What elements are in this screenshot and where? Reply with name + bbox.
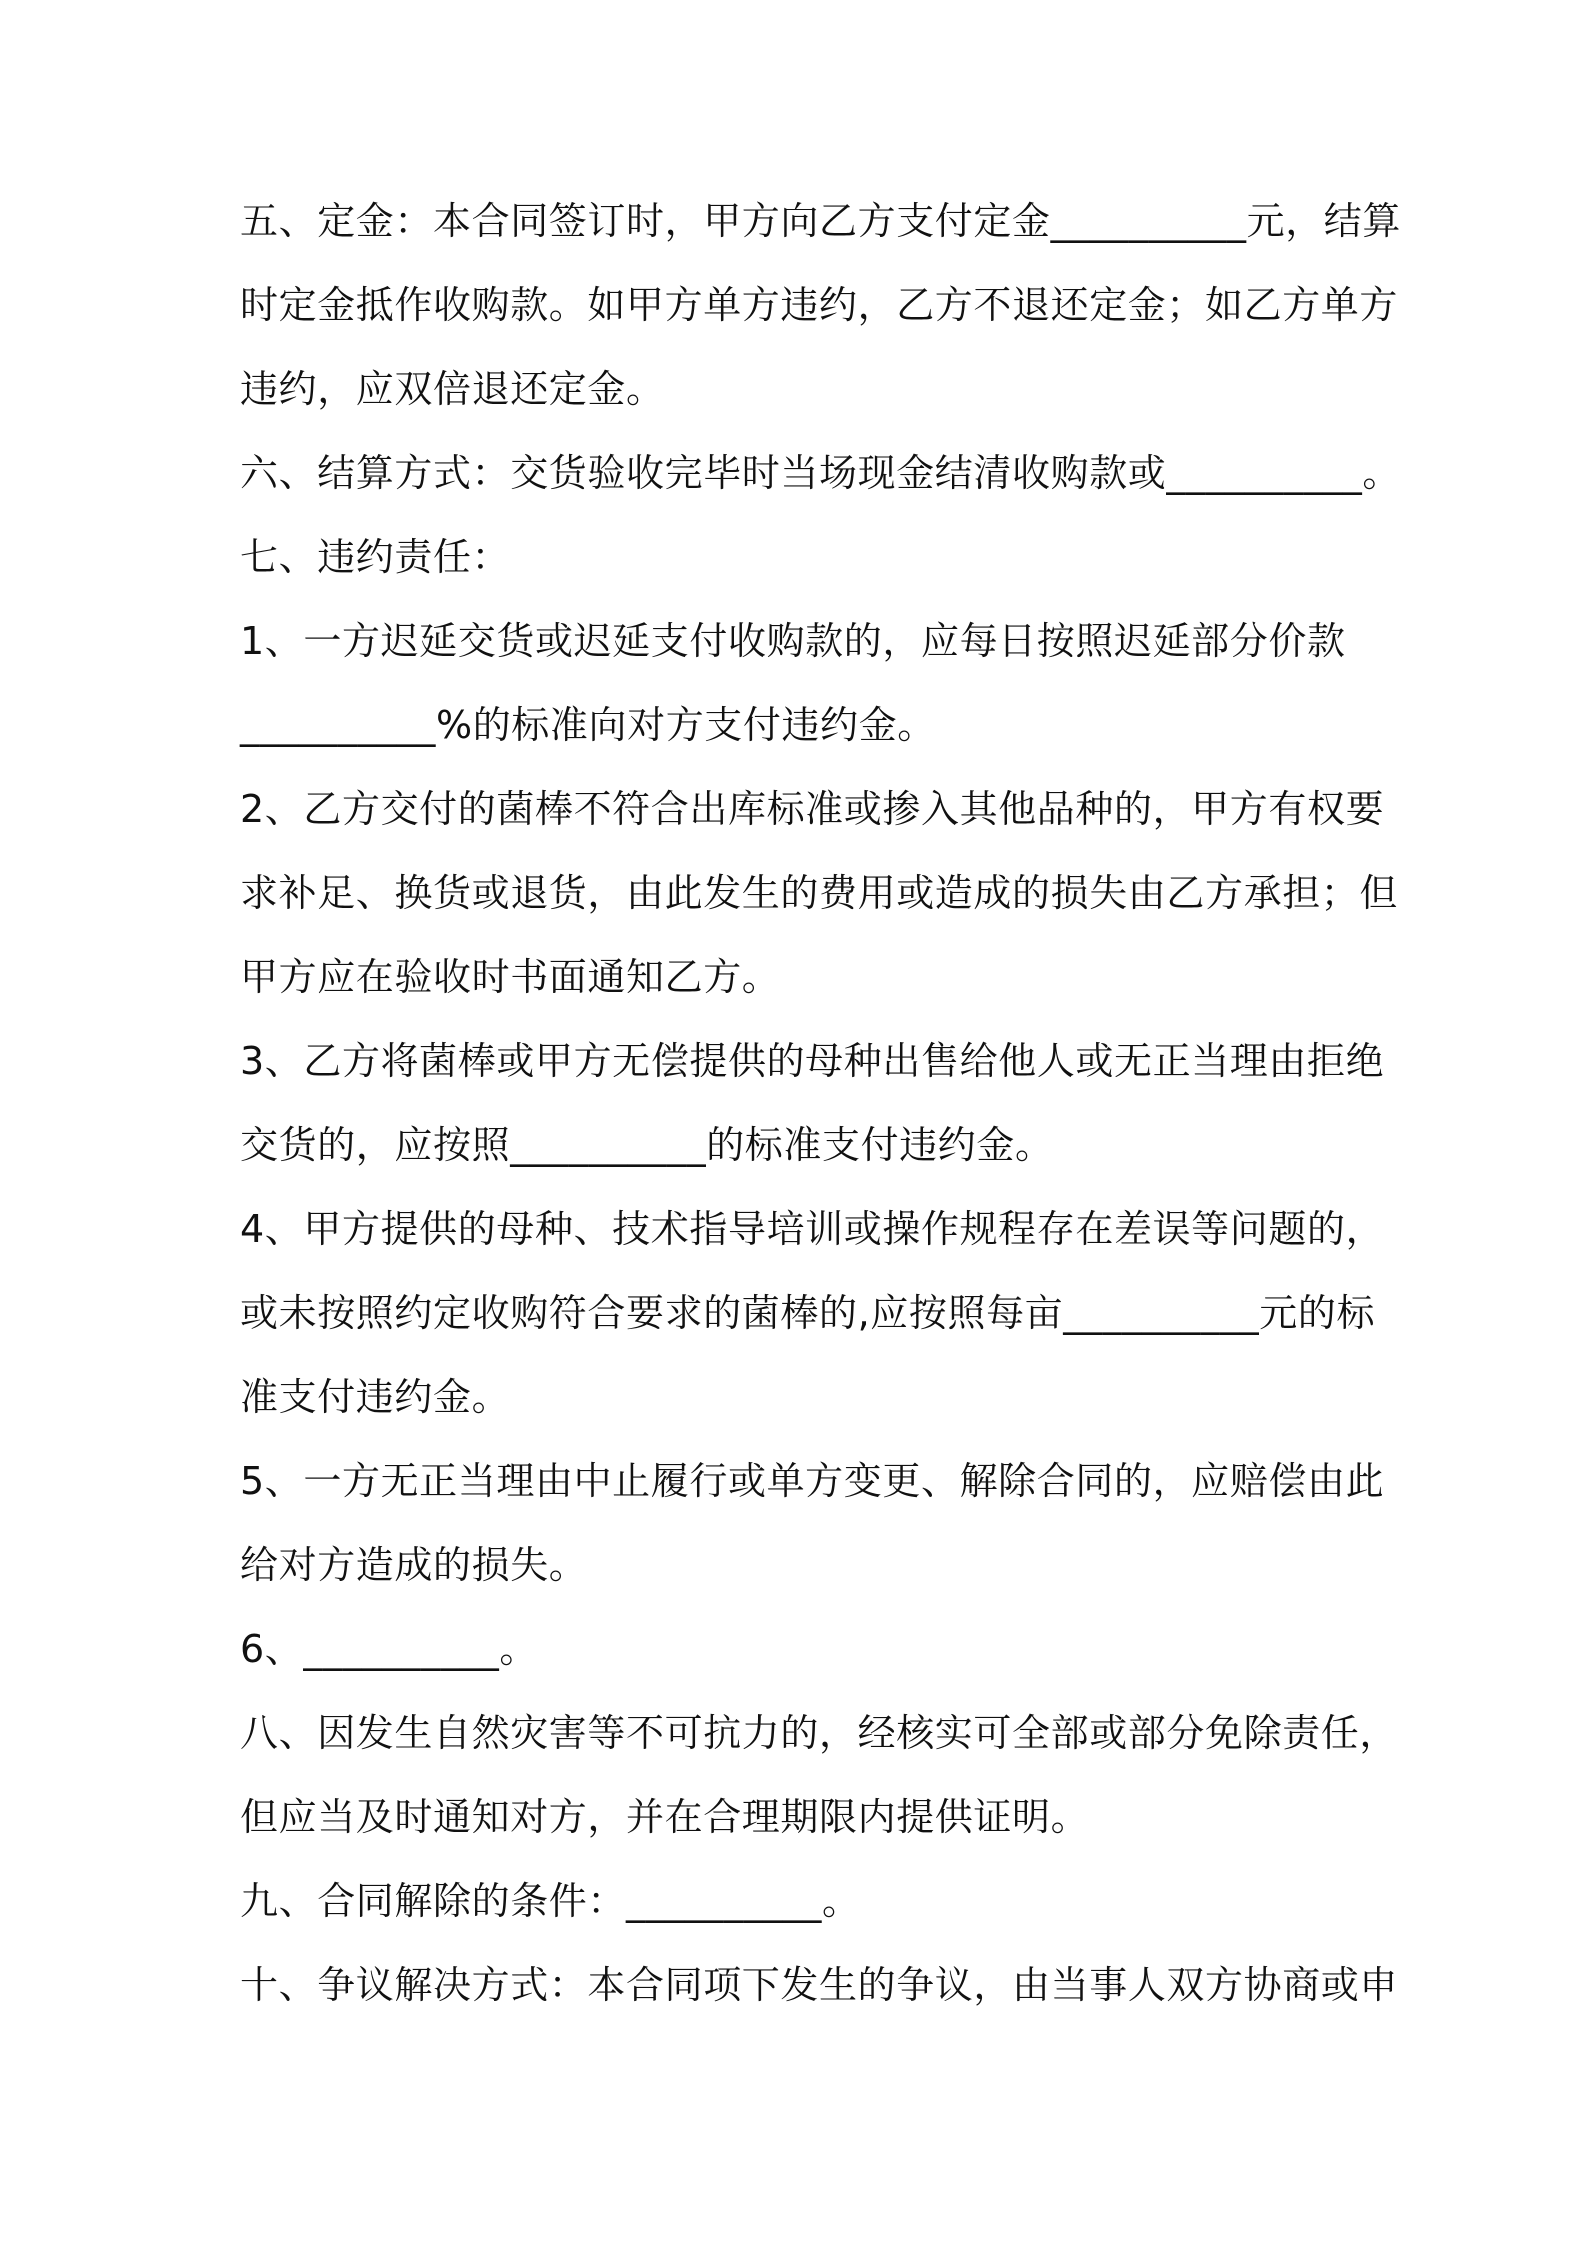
text-line: 七、违约责任： [240,535,511,579]
text-line: 八、因发生自然灾害等不可抗力的，经核实可全部或部分免除责任， [240,1711,1399,1755]
text-line: 求补足、换货或退货，由此发生的费用或造成的损失由乙方承担；但 [240,871,1399,915]
text-line: 六、结算方式：交货验收完毕时当场现金结清收购款或__________。 [240,451,1402,495]
text-line: 但应当及时通知对方，并在合理期限内提供证明。 [240,1795,1090,1839]
text-line: 甲方应在验收时书面通知乙方。 [240,955,781,999]
text-line: 九、合同解除的条件：__________。 [240,1879,861,1923]
text-line: 交货的，应按照__________的标准支付违约金。 [240,1123,1054,1167]
text-line: 五、定金：本合同签订时，甲方向乙方支付定金__________元，结算 [240,199,1402,243]
text-line: 或未按照约定收购符合要求的菌棒的,应按照每亩__________元的标 [240,1291,1376,1335]
text-line: 6、__________。 [240,1627,538,1671]
text-line: 给对方造成的损失。 [240,1543,588,1587]
text-line: 1、一方迟延交货或迟延支付收购款的，应每日按照迟延部分价款 [240,619,1346,663]
text-line: 5、一方无正当理由中止履行或单方变更、解除合同的，应赔偿由此 [240,1459,1385,1503]
text-line: __________%的标准向对方支付违约金。 [240,703,936,747]
text-line: 十、争议解决方式：本合同项下发生的争议，由当事人双方协商或申 [240,1963,1399,2007]
contract-page [240,199,1402,2048]
text-line: 3、乙方将菌棒或甲方无偿提供的母种出售给他人或无正当理由拒绝 [240,1039,1385,1083]
text-line: 4、甲方提供的母种、技术指导培训或操作规程存在差误等问题的， [240,1207,1385,1251]
text-line: 准支付违约金。 [240,1375,511,1419]
text-line: 违约，应双倍退还定金。 [240,367,665,411]
text-line: 时定金抵作收购款。如甲方单方违约，乙方不退还定金；如乙方单方 [240,283,1399,327]
text-line: 2、乙方交付的菌棒不符合出库标准或掺入其他品种的，甲方有权要 [240,787,1385,831]
